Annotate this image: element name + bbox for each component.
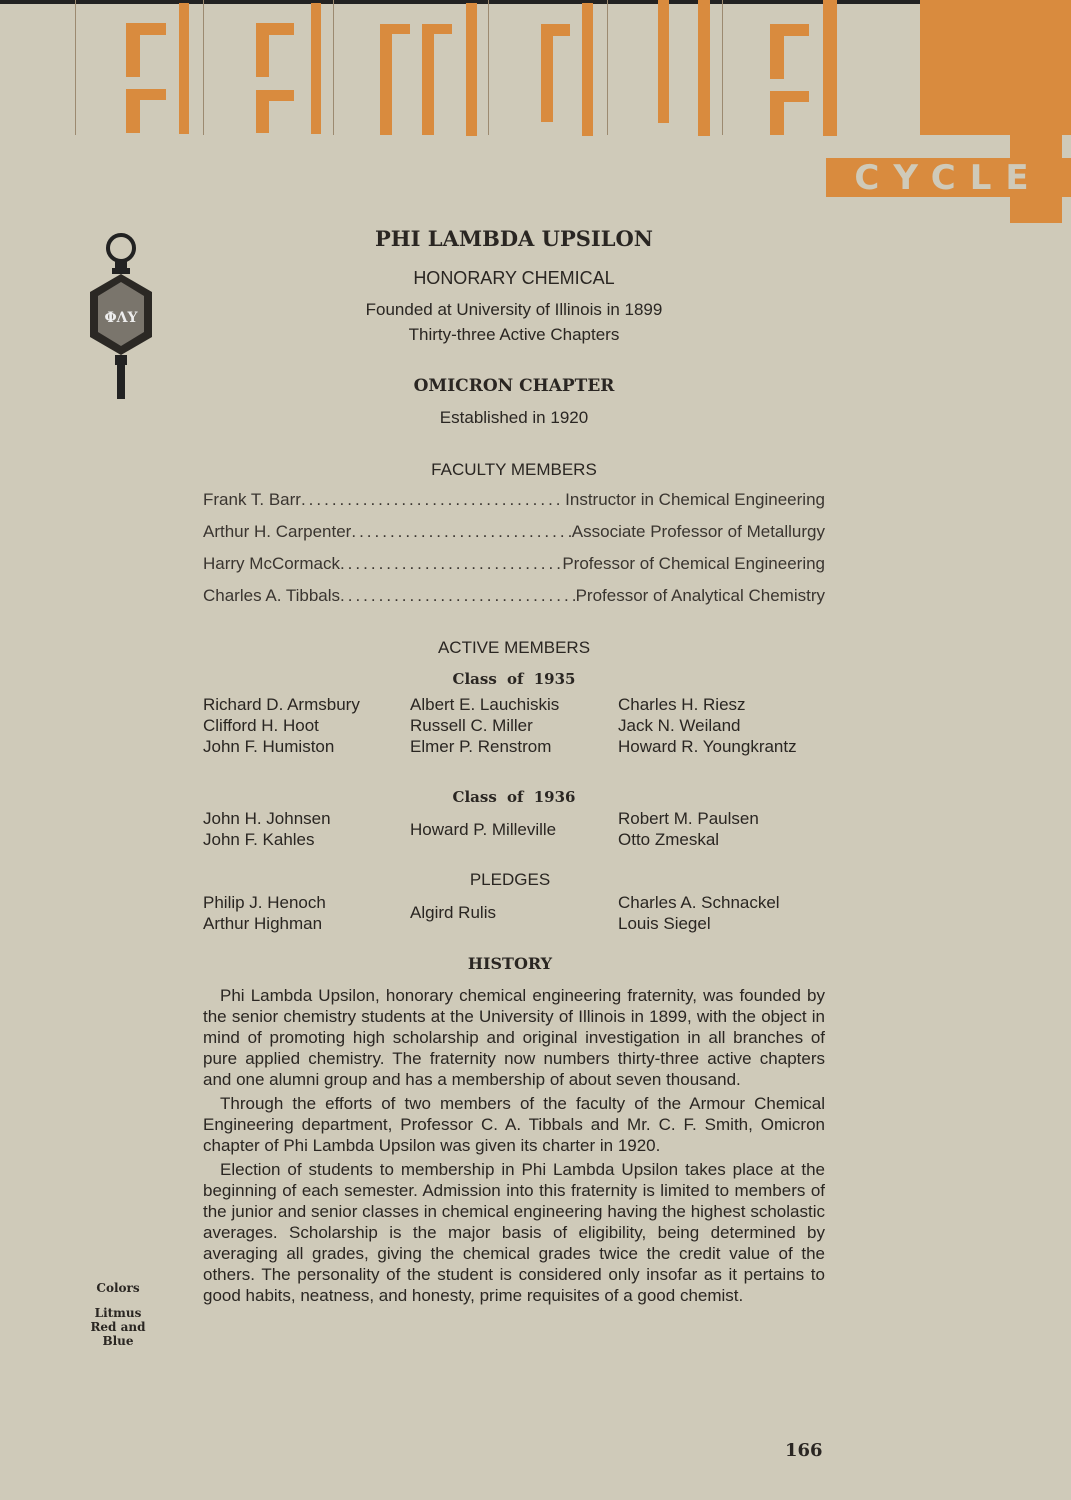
- banner-line: [75, 0, 76, 135]
- banner-line: [203, 0, 204, 135]
- member-list: Robert M. Paulsen Otto Zmeskal: [618, 809, 759, 849]
- banner-bar: [541, 24, 553, 122]
- banner-bar: [256, 23, 294, 35]
- faculty-row: Arthur H. Carpenter ..... Associate Professor of Metallurgy: [203, 522, 825, 542]
- active-heading: ACTIVE MEMBERS: [437, 638, 591, 657]
- chapter-name: OMICRON CHAPTER: [413, 376, 615, 396]
- member-list: Albert E. Lauchiskis Russell C. Miller Elmer P. Renstrom: [410, 695, 560, 756]
- page-title: PHI LAMBDA UPSILON: [375, 226, 653, 251]
- history-heading: HISTORY: [467, 954, 553, 973]
- banner-bar: [582, 3, 593, 136]
- banner-block: [920, 0, 1071, 135]
- member-list: Howard P. Milleville: [410, 820, 557, 839]
- member-list: Charles H. Riesz Jack N. Weiland Howard R. Youngkrantz: [618, 695, 797, 756]
- colors-value-3: Blue: [102, 1334, 134, 1348]
- pledges-heading: PLEDGES: [469, 870, 551, 889]
- banner-line: [333, 0, 334, 135]
- member-list: John H. Johnsen John F. Kahles: [203, 809, 331, 849]
- history-text: Phi Lambda Upsilon, honorary chemical engineering fraternity, was founded by the senior chemistry students at the University of Illinois in 1899, with the object in mind of promoting high scholarship and original investigation in all branches of pure applied chemistry. The fraternity now numbers thirty-three active chapters and one alumni group and has a membership of about seven thousand. Through the efforts of two members of the faculty of the Armour Chemical Engineering department, Professor C. A. Tibbals and Mr. C. F. Smith, Omicron chapter of Phi Lambda Upsilon was given its charter in 1920. Election of students to membership in Phi Lambda Upsilon takes place at the beginning of each semester. Admission into this fraternity is limited to members of the junior and senior classes in chemical engineering having the highest scholastic averages. Scholarship is the major basis of eligibility, being determined by averaging all grades, giving the chemical grades twice the credit value of the others. The personality of the student is considered only insofar as it pertains to good habits, neatness, and honesty, prime requisites of a good chemist.: [203, 986, 825, 1305]
- colors-label: Colors: [96, 1281, 140, 1295]
- top-border: [0, 0, 1071, 4]
- faculty-row: Frank T. Barr ..... Instructor in Chemical Engineering: [203, 490, 825, 510]
- established-text: Established in 1920: [439, 408, 589, 427]
- cycle-label: CYCLE: [826, 158, 1071, 197]
- banner-bar: [380, 24, 410, 34]
- page-number: 166: [785, 1440, 823, 1461]
- founded-text: Founded at University of Illinois in 1899: [365, 300, 663, 319]
- banner-bar: [770, 91, 809, 102]
- pledge-list: Algird Rulis: [410, 903, 496, 922]
- chapters-text: Thirty-three Active Chapters: [408, 325, 620, 344]
- banner-line: [607, 0, 608, 135]
- svg-text:ΦΛΥ: ΦΛΥ: [104, 310, 138, 326]
- faculty-heading: FACULTY MEMBERS: [431, 460, 597, 479]
- member-list: Richard D. Armsbury Clifford H. Hoot John F. Humiston: [203, 695, 360, 756]
- class-1936-heading: Class of 1936: [452, 788, 576, 806]
- banner-bar: [256, 90, 294, 101]
- banner-bar: [179, 3, 189, 134]
- pledge-list: Philip J. Henoch Arthur Highman: [203, 893, 326, 933]
- fraternity-key-emblem: [88, 232, 154, 407]
- pledge-list: Charles A. Schnackel Louis Siegel: [618, 893, 780, 933]
- banner-bar: [658, 0, 669, 123]
- banner-line: [488, 0, 489, 135]
- banner-bar: [541, 24, 570, 36]
- colors-value-2: Red and: [90, 1320, 146, 1334]
- banner-bar: [823, 0, 837, 136]
- class-1935-heading: Class of 1935: [452, 670, 576, 688]
- banner-bar: [422, 24, 452, 34]
- banner-bar: [422, 24, 434, 135]
- banner-bar: [380, 24, 392, 135]
- banner-bar: [770, 24, 809, 36]
- banner-bar: [698, 0, 710, 136]
- banner-bar: [466, 3, 477, 136]
- page-subtitle: HONORARY CHEMICAL: [413, 268, 615, 288]
- banner-bar: [126, 23, 166, 35]
- banner-line: [722, 0, 723, 135]
- colors-value-1: Litmus: [94, 1306, 142, 1320]
- banner-bar: [126, 89, 166, 100]
- faculty-row: Harry McCormack ..... Professor of Chemical Engineering: [203, 554, 825, 574]
- banner-bar: [311, 3, 321, 134]
- faculty-row: Charles A. Tibbals ..... Professor of Analytical Chemistry: [203, 586, 825, 606]
